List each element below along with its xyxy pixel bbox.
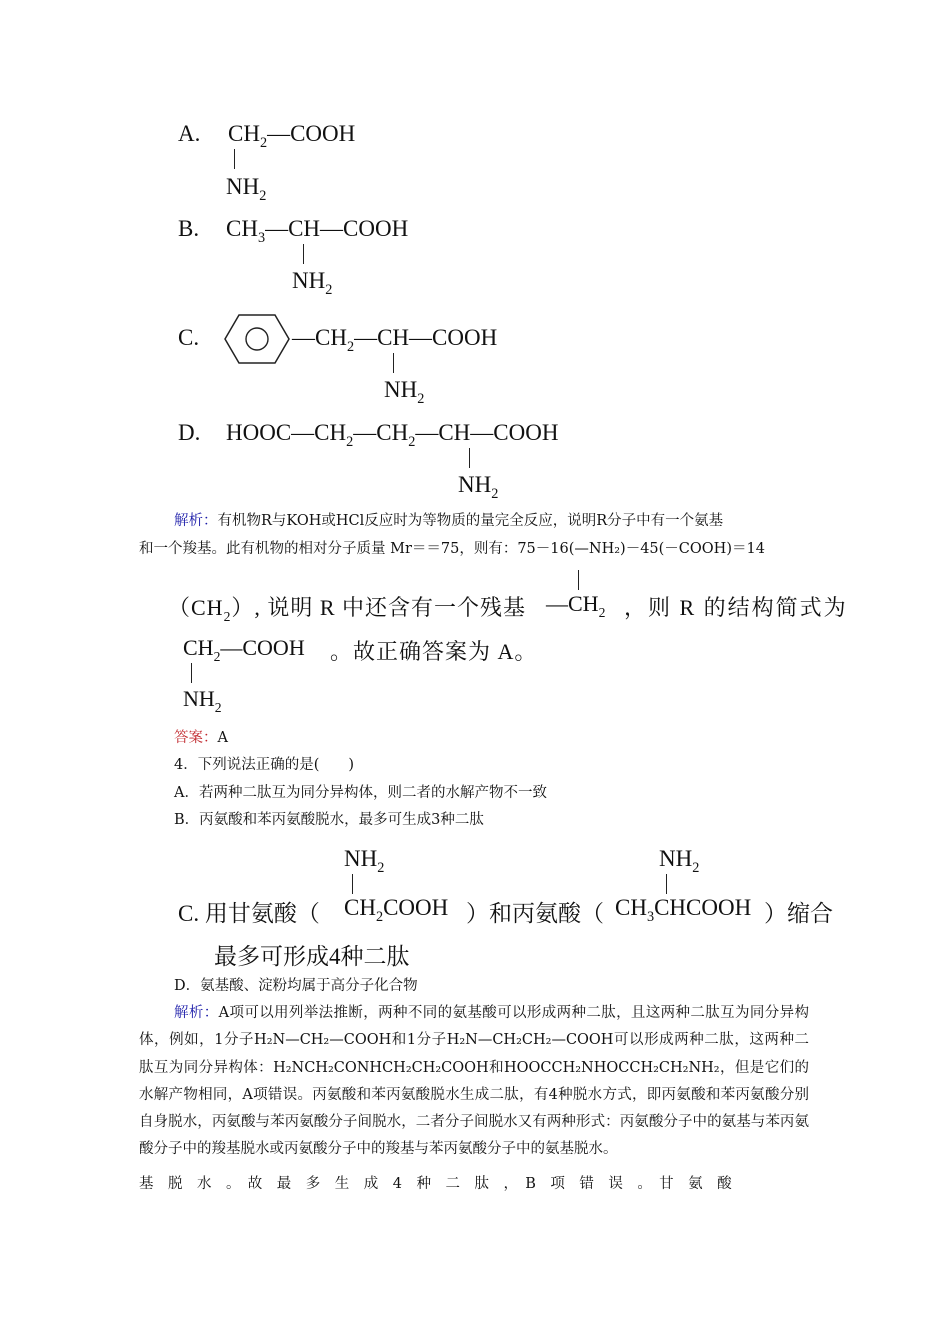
- option-c-label: C.: [178, 325, 200, 350]
- option-b-label: B.: [178, 216, 200, 241]
- bond-line: [191, 663, 192, 683]
- analysis-label: 解析：: [174, 513, 218, 529]
- alanine-amine: $NH_2$: [659, 846, 700, 877]
- analysis-1-line3-end: ，则 R 的结构简式为: [624, 595, 848, 620]
- option-c-end: ）缩合: [764, 901, 833, 926]
- option-a-label: A.: [178, 121, 201, 146]
- analysis-1-line3: $(CH_2)$, 说明 R 中还含有一个残基: [168, 595, 527, 625]
- option-a-formula: $CH_2—COOH$: [228, 121, 356, 152]
- option-a-amine: $NH_2$: [226, 174, 267, 205]
- option-c-formula: $—CH_2—CH—COOH$: [292, 325, 498, 356]
- structure-amine: $NH_2$: [183, 686, 222, 716]
- option-a: [178, 121, 200, 147]
- bond-line: [469, 448, 470, 468]
- bond-line: [666, 874, 667, 894]
- option-b-amine: $NH_2$: [292, 268, 333, 299]
- bond-line: [578, 570, 579, 590]
- glycine-formula: $CH_2COOH$: [344, 895, 449, 926]
- bond-line: [393, 353, 394, 373]
- glycine-amine: $NH_2$: [344, 846, 385, 877]
- residue-group: $—CH_2$: [546, 591, 606, 621]
- answer-1: [174, 725, 228, 752]
- analysis-2-last-line: 基 脱 水 。 故 最 多 生 成 4 种 二 肽 ， B 项 错 误 。 甘 氨 酸: [139, 1176, 732, 1192]
- option-c-line2: 最多可形成4种二肽: [214, 944, 410, 969]
- answer-label: 答案：: [174, 730, 218, 746]
- question-4-option-d: D．氨基酸、淀粉均属于高分子化合物: [174, 978, 418, 994]
- question-4-option-c: C. 用甘氨酸（: [178, 901, 320, 926]
- bond-line: [234, 149, 235, 169]
- question-4-option-a: A．若两种二肽互为同分异构体，则二者的水解产物不一致: [174, 785, 547, 801]
- analysis-label: 解析：: [174, 1005, 219, 1021]
- bond-line: [303, 244, 304, 264]
- analysis-1-line1: 解析：有机物R与KOH或HCl反应时为等物质的量完全反应，说明R分子中有一个氨基: [174, 513, 724, 529]
- option-d-amine: $NH_2$: [458, 472, 499, 503]
- option-c-amine: $NH_2$: [384, 377, 425, 408]
- bond-line: [352, 874, 353, 894]
- structure-formula: $CH_2—COOH$: [183, 635, 305, 665]
- answer-value: A: [217, 730, 228, 746]
- option-d-formula: $HOOC—CH_2—CH_2—CH—COOH$: [226, 420, 559, 451]
- conclusion-text: 。故正确答案为 A。: [330, 639, 538, 664]
- benzene-ring-icon: [222, 311, 294, 367]
- option-c: [178, 325, 199, 351]
- option-b-formula: $CH_3—CH—COOH$: [226, 216, 409, 247]
- option-c-mid: ）和丙氨酸（: [466, 901, 604, 926]
- option-d-label: D.: [178, 420, 201, 445]
- question-4-stem: 4．下列说法正确的是( ): [174, 757, 355, 773]
- analysis-2: 解析：A项可以用列举法推断，两种不同的氨基酸可以形成两种二肽，且这两种二肽互为同分异构体，例如，1分子H₂N—CH₂—COOH和1分子H₂N—CH₂CH₂—COOH可以形成两种二肽，这两种二肽互为同分异构体：H₂NCH₂CONHCH₂CH₂COOH和HOOCCH₂NHOCCH₂CH₂NH₂，但是它们的水解产物相同，A项错误。丙氨酸和苯丙氨酸脱水生成二肽，有4种脱水方式，即丙氨酸和苯丙氨酸分别自身脱水，丙氨酸与苯丙氨酸分子间脱水，二者分子间脱水又有两种形式：丙氨酸分子中的氨基与苯丙氨酸分子中的羧基脱水或丙氨酸分子中的羧基与苯丙氨酸分子中的氨基脱水。: [139, 1005, 809, 1158]
- option-d: [178, 420, 200, 446]
- alanine-formula: $CH_3CHCOOH$: [615, 895, 752, 926]
- option-b: [178, 216, 199, 242]
- analysis-1-line2: 和一个羧基。此有机物的相对分子质量 Mr＝＝75，则有：75－16(—NH₂)－45(－COOH)＝14: [139, 541, 765, 557]
- question-4-option-b: B．丙氨酸和苯丙氨酸脱水，最多可生成3种二肽: [174, 812, 484, 828]
